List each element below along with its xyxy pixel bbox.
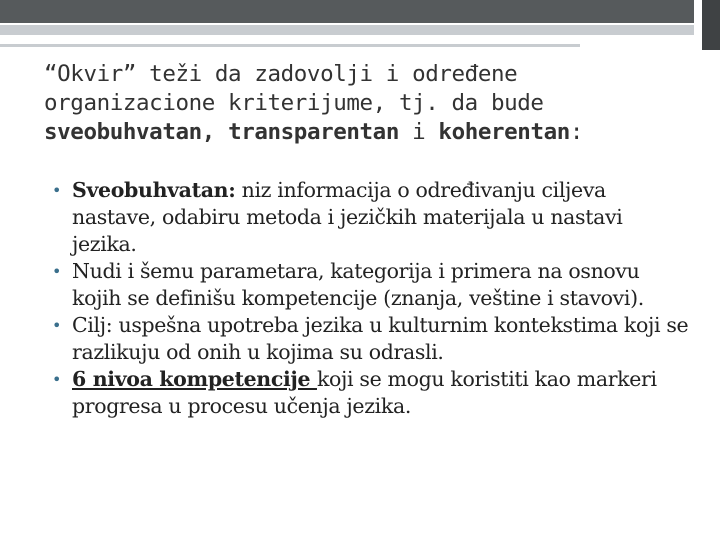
bullet-list — [52, 177, 692, 420]
title-line-2: organizacione kriterijume, tj. da bude — [44, 90, 544, 116]
title-term-koherentan: koherentan — [438, 119, 570, 145]
title-sep-2: i — [398, 119, 439, 145]
title-line-1: “Okvir” teži da zadovolji i određene — [44, 61, 518, 87]
title-sep-1: , — [201, 119, 229, 145]
accent-line — [0, 25, 694, 35]
title-term-transparentan: transparentan — [228, 119, 399, 145]
bullet-text: niz informacija o određivanju ciljeva nastave, odabiru metoda i jezičkih materijala u nastavi jezika. — [72, 178, 623, 256]
bullet-item — [52, 366, 692, 420]
header-band — [0, 0, 694, 23]
title-term-sveobuhvatan: sveobuhvatan — [44, 119, 202, 145]
bullet-dot-icon: • — [52, 181, 62, 200]
slide-title — [44, 60, 664, 147]
title-colon: : — [569, 119, 584, 145]
bullet-item — [52, 312, 692, 366]
bullet-bold-underlined-label: 6 nivoa kompetencije — [72, 367, 317, 391]
bullet-dot-icon: • — [52, 316, 62, 335]
bullet-dot-icon: • — [52, 370, 62, 389]
header-band-corner — [702, 0, 720, 50]
bullet-item — [52, 258, 692, 312]
bullet-dot-icon: • — [52, 262, 62, 281]
bullet-bold-label: Sveobuhvatan: — [72, 178, 236, 202]
bullet-text: koji se mogu koristiti kao markeri progresa u procesu učenja jezika. — [72, 367, 657, 418]
title-line-3 — [44, 118, 664, 147]
accent-line-thin — [0, 44, 580, 47]
bullet-text: Nudi i šemu parametara, kategorija i primera na osnovu kojih se definišu kompetencije (znanja, veštine i stavovi). — [72, 259, 644, 310]
bullet-text: Cilj: uspešna upotreba jezika u kulturnim kontekstima koji se razlikuju od onih u kojima su odrasli. — [72, 313, 689, 364]
bullet-item — [52, 177, 692, 258]
